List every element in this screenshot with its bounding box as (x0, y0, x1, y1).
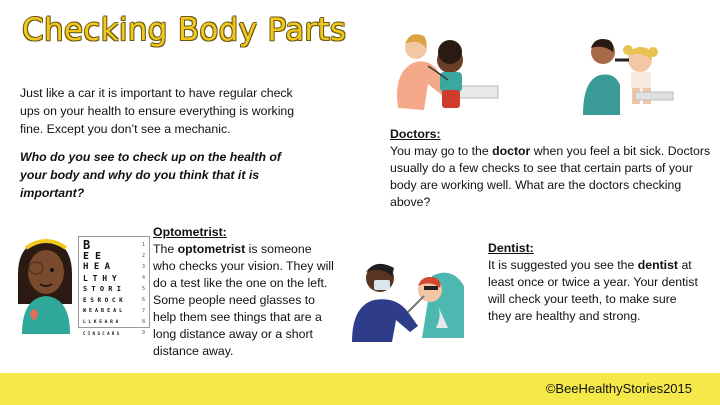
eye-chart-row: B 1 (83, 238, 145, 252)
girl-covering-eye-illustration (12, 234, 80, 334)
doctors-heading: Doctors: (390, 127, 441, 141)
eye-chart-row: W E A B E A L 7 (83, 308, 145, 314)
eye-chart-row: H E A 3 (83, 262, 145, 272)
question-paragraph: Who do you see to check up on the health of your body and why do you think that it is important? (20, 150, 281, 200)
optometrist-heading: Optometrist: (153, 225, 227, 239)
doctors-text: You may go to the doctor when you feel a bit sick. Doctors usually do a few checks to see that certain parts of your body are working well. What are the doctors checking above? (390, 144, 711, 209)
eye-chart (78, 236, 150, 336)
optometrist-text: The optometrist is someone who checks your vision. They will do a test like the one on the left. Some people need glasses to help them see things that are a long distance away or a short distance away. (153, 242, 334, 358)
eye-chart-row: E E 2 (83, 251, 145, 262)
dentist-heading: Dentist: (488, 241, 534, 255)
eye-chart-row: L L K E A R A 8 (83, 319, 145, 325)
page-title: Checking Body Parts (22, 12, 347, 48)
dentist-text: It is suggested you see the dentist at least once or twice a year. Your dentist will check your teeth, to make sure they are healthy and strong. (488, 258, 698, 323)
eye-chart-row: C I N G C A R S 9 (83, 330, 145, 336)
footer-bar (0, 373, 720, 405)
dentist-section (488, 240, 698, 325)
doctors-section (390, 126, 712, 211)
eye-chart-row: S T O R I 5 (83, 285, 145, 293)
ear-check-illustration (575, 30, 675, 118)
doctor-child-illustration (388, 18, 503, 118)
eye-chart-row: E S R O C K 6 (83, 297, 145, 304)
copyright-text: ©BeeHealthyStories2015 (545, 381, 692, 396)
optometrist-section (153, 224, 335, 360)
intro-paragraph: Just like a car it is important to have regular check ups on your health to ensure everything is working fine. Except you don’t see a mechanic. (20, 86, 295, 136)
dentist-illustration (352, 256, 470, 342)
eye-chart-row: L T H Y 4 (83, 274, 145, 283)
